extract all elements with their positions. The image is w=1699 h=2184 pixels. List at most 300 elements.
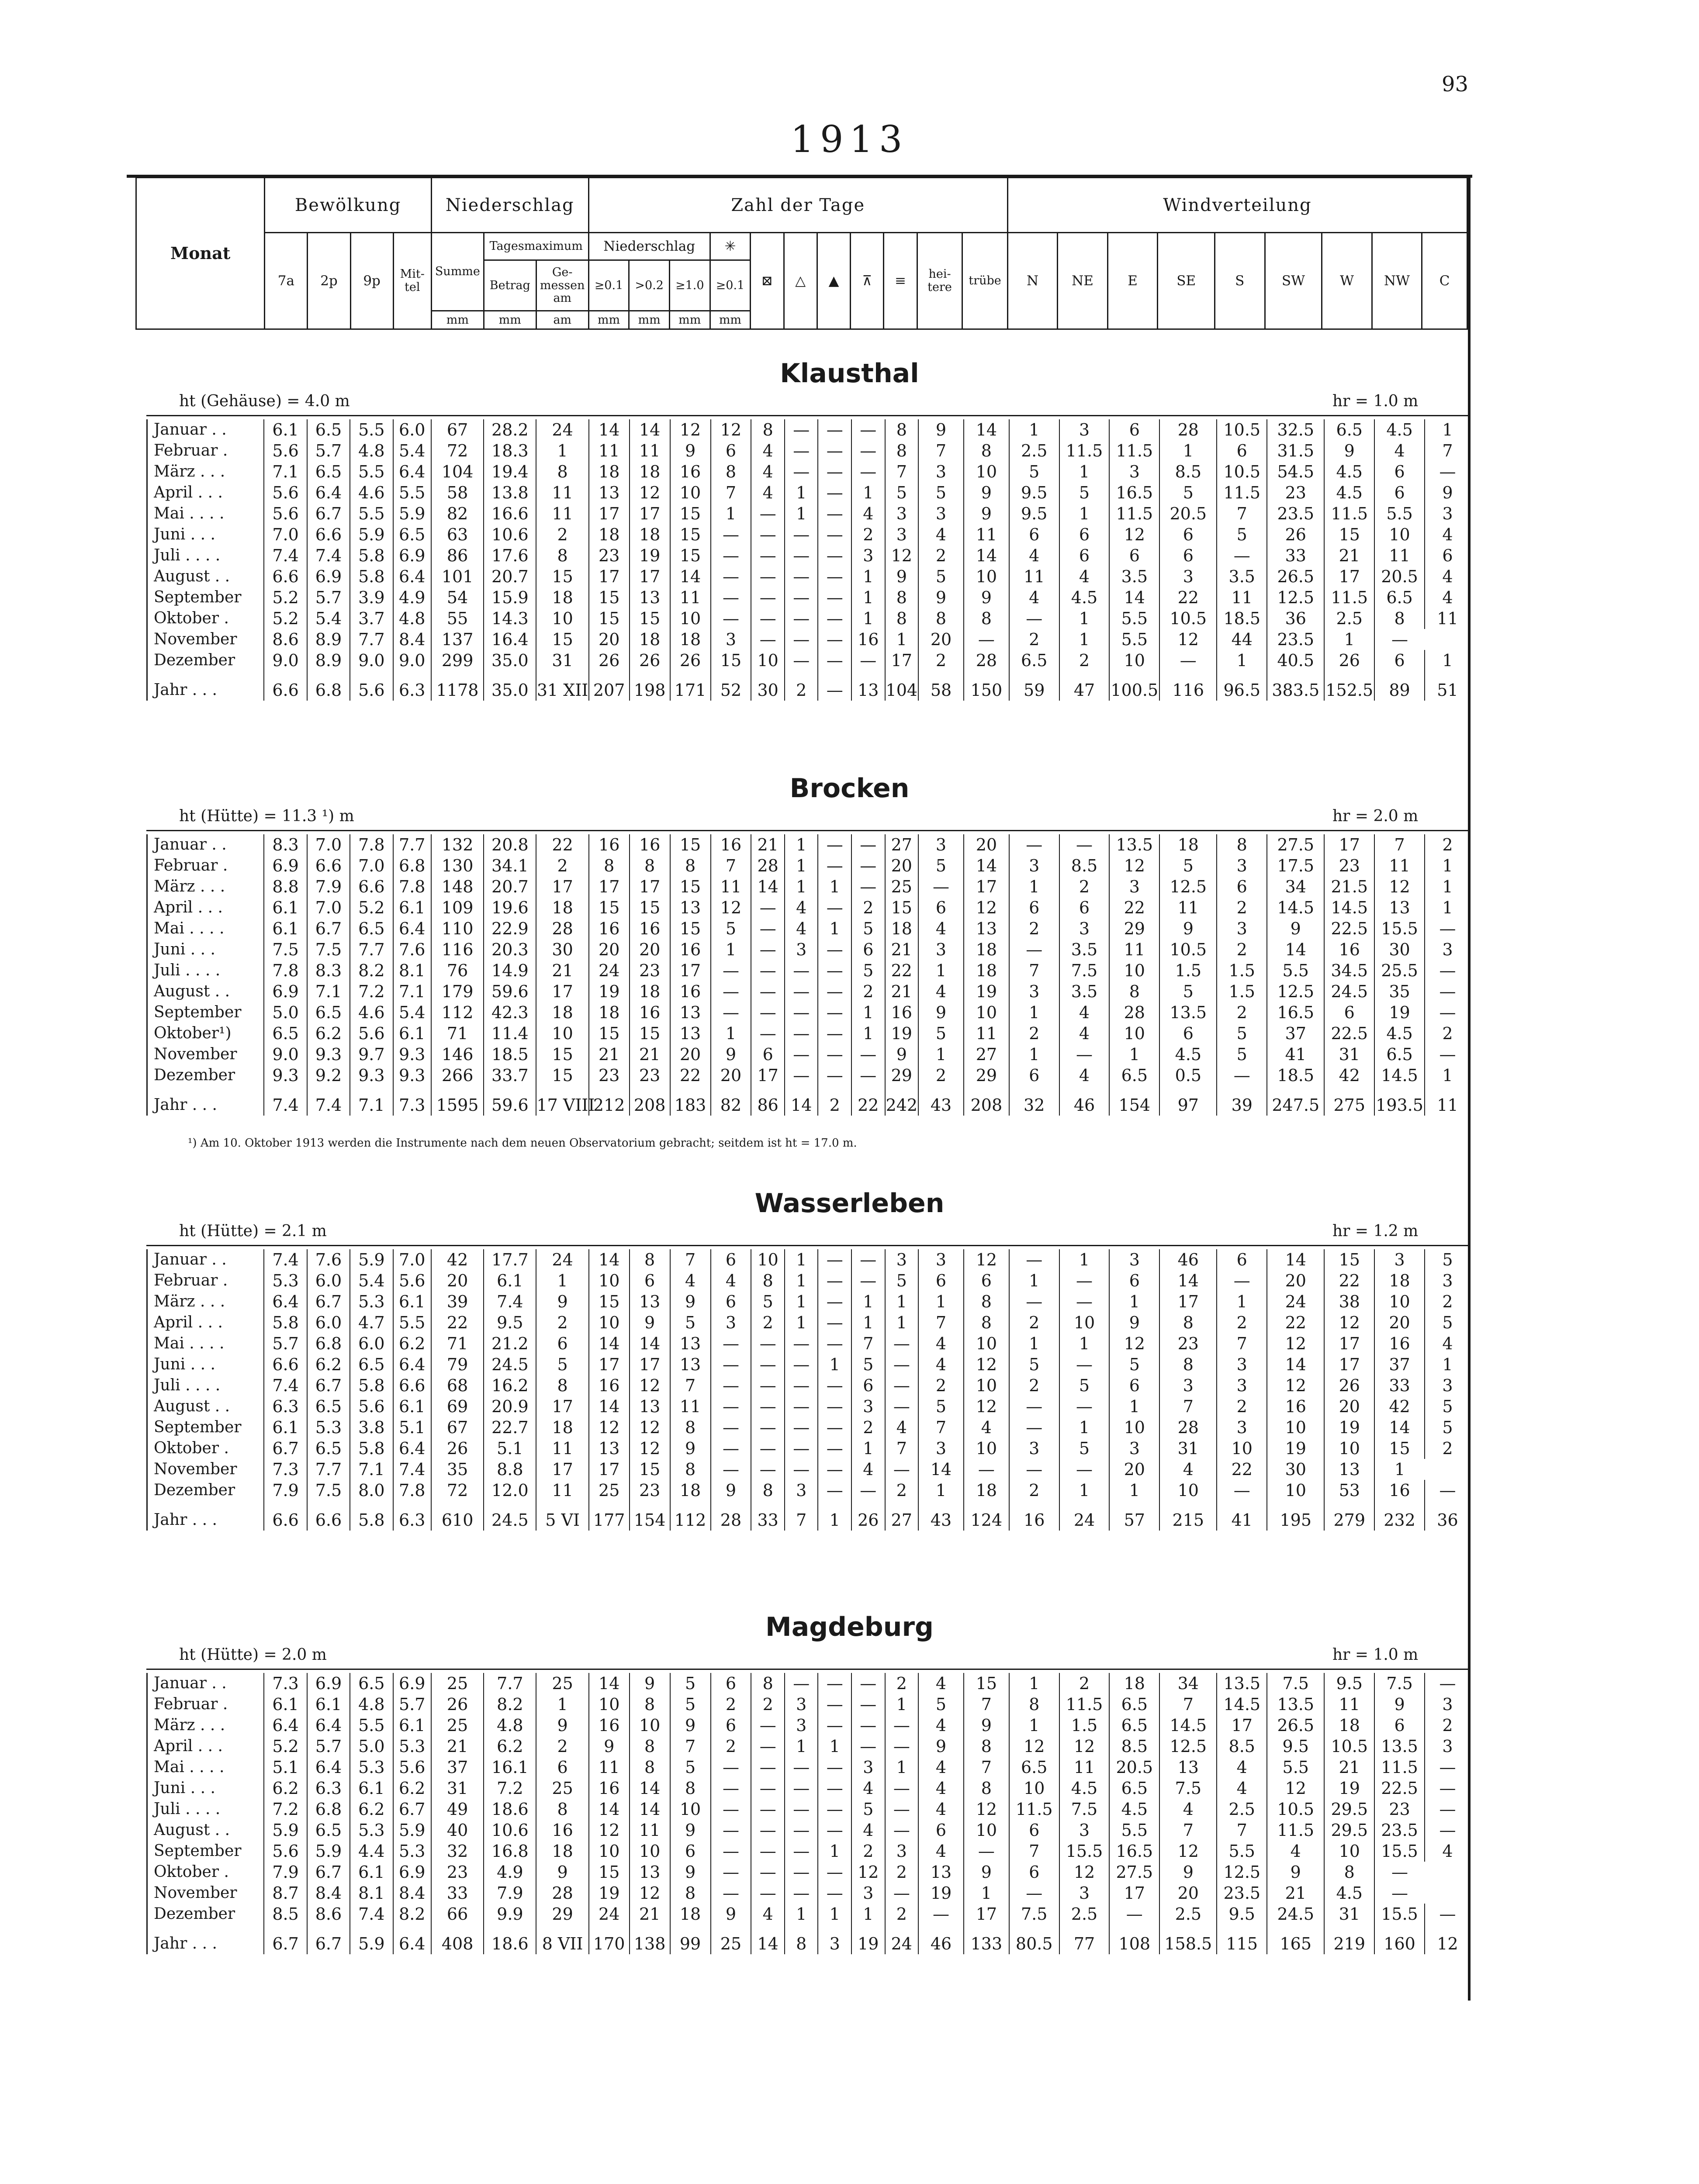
- value-cell: 12: [851, 1862, 885, 1883]
- value-cell: 8: [751, 1270, 785, 1291]
- bew-mittel: Mit-tel: [393, 233, 431, 329]
- value-cell: 7: [1009, 960, 1059, 981]
- value-cell: 5.5: [350, 1715, 393, 1736]
- value-cell: 6.6: [264, 1354, 307, 1375]
- value-cell: 11.5: [1217, 482, 1267, 503]
- value-cell: 7.5: [1267, 1673, 1324, 1694]
- value-cell: 39: [1217, 1086, 1267, 1116]
- month-row: [147, 1249, 1471, 1270]
- value-cell: 41: [1217, 1501, 1267, 1531]
- value-cell: 8: [751, 1673, 785, 1694]
- value-cell: 18: [964, 960, 1009, 981]
- value-cell: —: [1425, 461, 1470, 482]
- wind-e: E: [1107, 233, 1157, 329]
- value-cell: 154: [630, 1501, 670, 1531]
- value-cell: 1: [785, 1270, 818, 1291]
- value-cell: 14: [964, 855, 1009, 876]
- month-label: Dezember: [147, 1480, 264, 1501]
- value-cell: —: [818, 981, 851, 1002]
- value-cell: 11: [589, 440, 630, 461]
- value-cell: 97: [1159, 1086, 1217, 1116]
- value-cell: 1: [885, 1757, 919, 1778]
- value-cell: 5.6: [264, 482, 307, 503]
- value-cell: 109: [431, 897, 484, 918]
- section-rule: [146, 1245, 1468, 1246]
- month-row: [147, 1820, 1471, 1841]
- value-cell: 40.5: [1267, 650, 1324, 671]
- value-cell: 6: [1374, 461, 1425, 482]
- value-cell: 7.4: [264, 545, 307, 566]
- value-cell: 9.7: [350, 1044, 393, 1065]
- value-cell: 17: [1324, 834, 1374, 855]
- value-cell: 20: [1324, 1396, 1374, 1417]
- value-cell: 34: [1159, 1673, 1217, 1694]
- value-cell: 36: [1267, 608, 1324, 629]
- value-cell: 42: [1374, 1396, 1425, 1417]
- value-cell: 11: [1425, 1086, 1470, 1116]
- value-cell: 10: [589, 1312, 630, 1333]
- frost-icon: △: [784, 233, 817, 329]
- value-cell: 15: [670, 918, 711, 939]
- value-cell: 8.1: [393, 960, 431, 981]
- value-cell: 10.5: [1267, 1799, 1324, 1820]
- value-cell: 2: [1425, 1023, 1470, 1044]
- value-cell: 7.8: [393, 876, 431, 897]
- value-cell: 5.8: [264, 1312, 307, 1333]
- value-cell: 16: [630, 1002, 670, 1023]
- value-cell: —: [785, 960, 818, 981]
- station-height-rain-gauge: hr = 1.2 m: [1332, 1222, 1419, 1240]
- value-cell: 10: [630, 1841, 670, 1862]
- value-cell: 3: [1217, 1354, 1267, 1375]
- month-label: Dezember: [147, 1904, 264, 1925]
- value-cell: 6.5: [393, 524, 431, 545]
- value-cell: 5.8: [350, 1375, 393, 1396]
- value-cell: 5.4: [307, 608, 350, 629]
- value-cell: 22.5: [1324, 1023, 1374, 1044]
- value-cell: 5: [885, 1270, 919, 1291]
- value-cell: 4: [918, 981, 964, 1002]
- value-cell: 5.9: [350, 1249, 393, 1270]
- value-cell: 14: [589, 1333, 630, 1354]
- value-cell: 13: [670, 1354, 711, 1375]
- value-cell: 15: [670, 545, 711, 566]
- value-cell: 27.5: [1109, 1862, 1159, 1883]
- value-cell: 8.3: [307, 960, 350, 981]
- value-cell: 4.5: [1059, 587, 1110, 608]
- value-cell: 7.9: [484, 1883, 536, 1904]
- snow-cover-icon: ⊠: [751, 233, 784, 329]
- value-cell: —: [818, 1249, 851, 1270]
- value-cell: 5.6: [264, 440, 307, 461]
- value-cell: 29.5: [1324, 1820, 1374, 1841]
- value-cell: 33.7: [484, 1065, 536, 1086]
- value-cell: 7.7: [484, 1673, 536, 1694]
- value-cell: 13: [630, 1396, 670, 1417]
- value-cell: 23: [630, 1065, 670, 1086]
- value-cell: 6.3: [307, 1778, 350, 1799]
- value-cell: 8: [964, 608, 1009, 629]
- value-cell: —: [711, 1417, 751, 1438]
- value-cell: 7.7: [307, 1459, 350, 1480]
- value-cell: 7: [964, 1757, 1009, 1778]
- month-row: [147, 1778, 1471, 1799]
- value-cell: 34.1: [484, 855, 536, 876]
- value-cell: —: [751, 1396, 785, 1417]
- value-cell: 9: [1267, 918, 1324, 939]
- value-cell: 12: [1267, 1333, 1324, 1354]
- value-cell: 5: [851, 960, 885, 981]
- value-cell: —: [818, 855, 851, 876]
- value-cell: 20.7: [484, 566, 536, 587]
- value-cell: 11.5: [1109, 503, 1159, 524]
- value-cell: 2: [751, 1312, 785, 1333]
- station-title: Brocken: [789, 773, 910, 804]
- value-cell: 6: [630, 1270, 670, 1291]
- value-cell: 7.0: [307, 897, 350, 918]
- unit-t3: mm: [710, 311, 751, 329]
- value-cell: —: [818, 1799, 851, 1820]
- value-cell: —: [751, 1841, 785, 1862]
- section-rule: [146, 415, 1468, 416]
- value-cell: 10: [670, 608, 711, 629]
- value-cell: 4: [851, 1459, 885, 1480]
- value-cell: 1: [711, 503, 751, 524]
- value-cell: 8.0: [350, 1480, 393, 1501]
- value-cell: —: [818, 1883, 851, 1904]
- value-cell: 275: [1324, 1086, 1374, 1116]
- value-cell: 3.5: [1059, 939, 1110, 960]
- value-cell: —: [711, 1778, 751, 1799]
- value-cell: 9.3: [264, 1065, 307, 1086]
- value-cell: 22: [536, 834, 588, 855]
- value-cell: 6.1: [264, 419, 307, 440]
- value-cell: 4: [1217, 1757, 1267, 1778]
- value-cell: 18: [630, 629, 670, 650]
- value-cell: 13.5: [1267, 1694, 1324, 1715]
- value-cell: 1: [818, 1904, 851, 1925]
- value-cell: 2: [1059, 876, 1110, 897]
- threshold-3: ≥0.1: [710, 260, 751, 311]
- value-cell: 8: [536, 1375, 588, 1396]
- value-cell: —: [1374, 1883, 1425, 1904]
- value-cell: —: [885, 1799, 919, 1820]
- section-rule: [146, 830, 1468, 831]
- value-cell: 18: [1159, 834, 1217, 855]
- value-cell: 28: [964, 650, 1009, 671]
- value-cell: 7.4: [484, 1291, 536, 1312]
- value-cell: 22: [885, 960, 919, 981]
- value-cell: 5: [1009, 461, 1059, 482]
- value-cell: 9: [711, 1480, 751, 1501]
- value-cell: 6.7: [264, 1438, 307, 1459]
- value-cell: 4: [1009, 545, 1059, 566]
- value-cell: —: [1425, 1002, 1470, 1023]
- month-label: Januar . .: [147, 419, 264, 440]
- value-cell: 9.3: [350, 1065, 393, 1086]
- value-cell: 6.5: [1109, 1715, 1159, 1736]
- value-cell: 5.7: [307, 587, 350, 608]
- value-cell: 4: [1059, 1002, 1110, 1023]
- value-cell: 8 VII: [536, 1925, 588, 1954]
- value-cell: 6: [1059, 897, 1110, 918]
- value-cell: —: [851, 1480, 885, 1501]
- value-cell: 1: [851, 608, 885, 629]
- value-cell: 14.5: [1159, 1715, 1217, 1736]
- value-cell: —: [751, 608, 785, 629]
- value-cell: 9: [1267, 1862, 1324, 1883]
- value-cell: 4: [1374, 440, 1425, 461]
- month-label: November: [147, 1883, 264, 1904]
- value-cell: 12: [670, 419, 711, 440]
- windverteilung-header: Windverteilung: [1007, 178, 1467, 233]
- value-cell: 16: [670, 981, 711, 1002]
- value-cell: 6: [1109, 419, 1159, 440]
- value-cell: 32.5: [1267, 419, 1324, 440]
- value-cell: 33: [751, 1501, 785, 1531]
- value-cell: 3: [918, 503, 964, 524]
- value-cell: 1: [711, 1023, 751, 1044]
- value-cell: 25: [536, 1778, 588, 1799]
- value-cell: 4.8: [350, 1694, 393, 1715]
- value-cell: 18: [964, 1480, 1009, 1501]
- value-cell: 6: [1217, 440, 1267, 461]
- value-cell: 6.5: [307, 461, 350, 482]
- value-cell: 5.5: [1217, 1841, 1267, 1862]
- value-cell: 115: [1217, 1925, 1267, 1954]
- value-cell: 6: [1109, 1375, 1159, 1396]
- value-cell: 18: [536, 587, 588, 608]
- value-cell: 19: [918, 1883, 964, 1904]
- value-cell: 3: [1109, 1249, 1159, 1270]
- value-cell: 6: [711, 1291, 751, 1312]
- value-cell: 29.5: [1324, 1799, 1374, 1820]
- value-cell: 20.7: [484, 876, 536, 897]
- value-cell: 77: [1059, 1925, 1110, 1954]
- value-cell: —: [785, 981, 818, 1002]
- month-row: [147, 1883, 1471, 1904]
- value-cell: 6: [1009, 1820, 1059, 1841]
- value-cell: 3.7: [350, 608, 393, 629]
- value-cell: 18: [536, 897, 588, 918]
- value-cell: —: [751, 897, 785, 918]
- value-cell: 11: [1159, 897, 1217, 918]
- value-cell: 41: [1267, 1044, 1324, 1065]
- value-cell: —: [1009, 1883, 1059, 1904]
- value-cell: 8.5: [1059, 855, 1110, 876]
- value-cell: 18.5: [1217, 608, 1267, 629]
- month-label: September: [147, 1417, 264, 1438]
- month-label: März . . .: [147, 876, 264, 897]
- value-cell: —: [1425, 918, 1470, 939]
- value-cell: 20: [589, 939, 630, 960]
- value-cell: 4: [1059, 1023, 1110, 1044]
- value-cell: 7.1: [307, 981, 350, 1002]
- value-cell: —: [751, 503, 785, 524]
- value-cell: 8: [885, 587, 919, 608]
- value-cell: 23: [1159, 1333, 1217, 1354]
- value-cell: —: [711, 1396, 751, 1417]
- value-cell: 247.5: [1267, 1086, 1324, 1116]
- value-cell: 5.0: [350, 1736, 393, 1757]
- value-cell: 14: [589, 1249, 630, 1270]
- value-cell: 43: [918, 1501, 964, 1531]
- value-cell: —: [785, 440, 818, 461]
- value-cell: 6.1: [393, 1715, 431, 1736]
- value-cell: 12: [630, 1417, 670, 1438]
- value-cell: 67: [431, 419, 484, 440]
- value-cell: 5: [670, 1694, 711, 1715]
- value-cell: 69: [431, 1396, 484, 1417]
- value-cell: 26.5: [1267, 566, 1324, 587]
- value-cell: 6.1: [264, 918, 307, 939]
- value-cell: 2: [711, 1694, 751, 1715]
- value-cell: —: [785, 1002, 818, 1023]
- value-cell: 177: [589, 1501, 630, 1531]
- value-cell: 11: [1217, 587, 1267, 608]
- value-cell: 9: [670, 1820, 711, 1841]
- threshold-0: ≥0.1: [588, 260, 629, 311]
- value-cell: 8: [964, 1312, 1009, 1333]
- value-cell: 18: [670, 629, 711, 650]
- value-cell: 1: [918, 1291, 964, 1312]
- value-cell: 7: [711, 855, 751, 876]
- value-cell: 17: [630, 503, 670, 524]
- value-cell: 242: [885, 1086, 919, 1116]
- value-cell: 16: [589, 1375, 630, 1396]
- value-cell: —: [1217, 1065, 1267, 1086]
- value-cell: 3: [1217, 918, 1267, 939]
- value-cell: 21: [589, 1044, 630, 1065]
- station-title: Klausthal: [780, 358, 919, 389]
- value-cell: —: [785, 1883, 818, 1904]
- value-cell: —: [1425, 1673, 1470, 1694]
- month-row: [147, 650, 1471, 671]
- value-cell: 5.5: [393, 482, 431, 503]
- value-cell: 9: [918, 1736, 964, 1757]
- value-cell: 6: [670, 1841, 711, 1862]
- value-cell: 39: [431, 1291, 484, 1312]
- value-cell: 7.5: [264, 939, 307, 960]
- value-cell: —: [1109, 1904, 1159, 1925]
- value-cell: 8: [630, 855, 670, 876]
- value-cell: —: [751, 1333, 785, 1354]
- value-cell: 3: [1059, 1883, 1110, 1904]
- value-cell: —: [885, 1354, 919, 1375]
- value-cell: 7.5: [1009, 1904, 1059, 1925]
- value-cell: 19: [851, 1925, 885, 1954]
- value-cell: 9: [885, 1044, 919, 1065]
- value-cell: 5: [670, 1673, 711, 1694]
- value-cell: 20: [1109, 1459, 1159, 1480]
- value-cell: 10: [670, 482, 711, 503]
- month-row: [147, 897, 1471, 918]
- value-cell: 5: [918, 566, 964, 587]
- value-cell: 10.5: [1159, 939, 1217, 960]
- value-cell: 3: [1425, 1375, 1470, 1396]
- value-cell: 7.4: [350, 1904, 393, 1925]
- month-row: [147, 1862, 1471, 1883]
- value-cell: —: [1425, 1480, 1470, 1501]
- month-row: [147, 1354, 1471, 1375]
- value-cell: —: [818, 461, 851, 482]
- value-cell: —: [818, 629, 851, 650]
- value-cell: 4.5: [1109, 1799, 1159, 1820]
- value-cell: 4: [751, 440, 785, 461]
- value-cell: 8: [1324, 1862, 1374, 1883]
- value-cell: 8: [670, 1883, 711, 1904]
- value-cell: 7: [918, 1417, 964, 1438]
- value-cell: 132: [431, 834, 484, 855]
- value-cell: 7: [670, 1375, 711, 1396]
- value-cell: 30: [536, 939, 588, 960]
- value-cell: 24.5: [484, 1501, 536, 1531]
- value-cell: —: [818, 1333, 851, 1354]
- value-cell: 13: [589, 1438, 630, 1459]
- value-cell: 1.5: [1217, 981, 1267, 1002]
- value-cell: 9.3: [307, 1044, 350, 1065]
- value-cell: 15: [536, 566, 588, 587]
- value-cell: 3: [711, 1312, 751, 1333]
- value-cell: 17: [589, 1354, 630, 1375]
- value-cell: —: [751, 918, 785, 939]
- value-cell: 10: [751, 1249, 785, 1270]
- value-cell: 6.1: [350, 1862, 393, 1883]
- value-cell: 8: [1374, 608, 1425, 629]
- value-cell: —: [751, 1023, 785, 1044]
- value-cell: 6.7: [307, 918, 350, 939]
- value-cell: 1: [785, 1736, 818, 1757]
- value-cell: 1: [818, 1736, 851, 1757]
- value-cell: 6: [711, 1673, 751, 1694]
- value-cell: 9.5: [484, 1312, 536, 1333]
- value-cell: 53: [1324, 1480, 1374, 1501]
- value-cell: 16: [589, 834, 630, 855]
- value-cell: 6.7: [264, 1925, 307, 1954]
- value-cell: 8.6: [307, 1904, 350, 1925]
- station-table: [146, 1249, 1470, 1531]
- value-cell: 5: [1217, 524, 1267, 545]
- month-label: November: [147, 1459, 264, 1480]
- value-cell: 1: [1059, 608, 1110, 629]
- value-cell: 10: [589, 1694, 630, 1715]
- value-cell: 28: [536, 1883, 588, 1904]
- value-cell: 3.8: [350, 1417, 393, 1438]
- value-cell: 0.5: [1159, 1065, 1217, 1086]
- value-cell: 7.1: [393, 981, 431, 1002]
- value-cell: 12: [1159, 629, 1217, 650]
- value-cell: 14.3: [484, 608, 536, 629]
- value-cell: 5.3: [350, 1757, 393, 1778]
- value-cell: 21: [1324, 1757, 1374, 1778]
- value-cell: 5.9: [350, 524, 393, 545]
- value-cell: —: [751, 524, 785, 545]
- value-cell: 5.7: [264, 1333, 307, 1354]
- value-cell: 31: [1324, 1904, 1374, 1925]
- value-cell: 6.6: [393, 1375, 431, 1396]
- value-cell: 15: [1324, 524, 1374, 545]
- month-label: Januar . .: [147, 1249, 264, 1270]
- value-cell: 68: [431, 1375, 484, 1396]
- value-cell: 30: [1267, 1459, 1324, 1480]
- value-cell: 7.1: [350, 1459, 393, 1480]
- value-cell: 33: [1267, 545, 1324, 566]
- value-cell: 26: [1267, 524, 1324, 545]
- value-cell: 15.5: [1059, 1841, 1110, 1862]
- value-cell: 22: [1159, 587, 1217, 608]
- value-cell: 1: [1425, 419, 1470, 440]
- value-cell: 14: [1267, 1354, 1324, 1375]
